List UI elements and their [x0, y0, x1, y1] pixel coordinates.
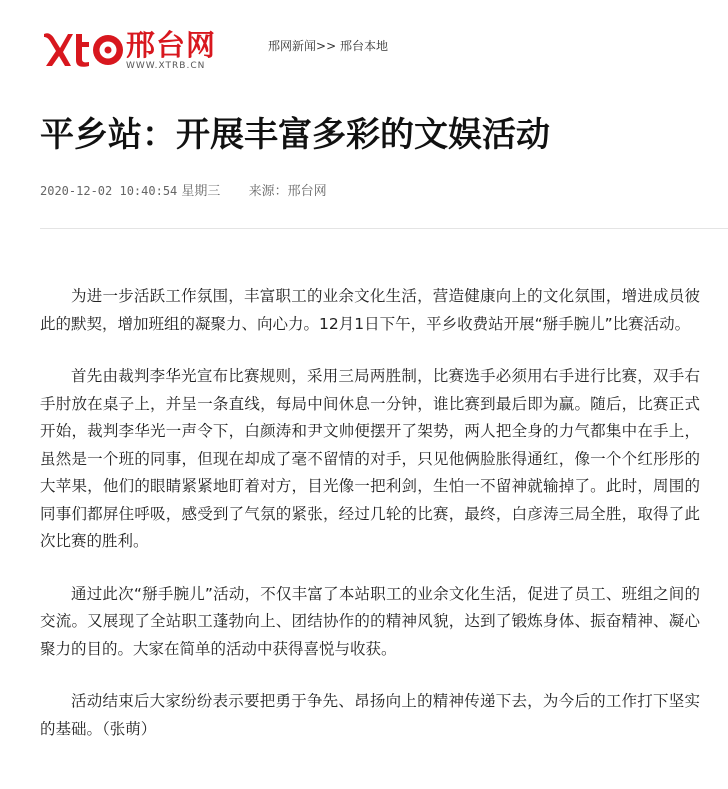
article-paragraph: 为进一步活跃工作氛围，丰富职工的业余文化生活，营造健康向上的文化氛围，增进成员彼此的默契，增加班组的凝聚力、向心力。12月1日下午，平乡收费站开展“掰手腕儿”比赛活动。 [40, 287, 700, 333]
site-logo-url: WWW.XTRB.CN [126, 61, 206, 71]
breadcrumb-item-local[interactable]: 邢台本地 [339, 39, 388, 53]
site-header [0, 0, 728, 90]
publish-date: 2020-12-02 10:40:54 [40, 184, 178, 198]
breadcrumb-item-news[interactable]: 邢网新闻 [268, 39, 317, 53]
xtrb-logo-mark-icon [40, 26, 130, 72]
site-logo[interactable] [40, 26, 220, 72]
article-title: 平乡站：开展丰富多彩的文娱活动 [40, 115, 550, 155]
article-meta [40, 182, 327, 201]
breadcrumb-separator: >> [316, 39, 337, 53]
publish-weekday: 星期三 [181, 184, 221, 199]
breadcrumb [268, 38, 388, 54]
article-paragraph: 活动结束后大家纷纷表示要把勇于争先、昂扬向上的精神传递下去，为今后的工作打下坚实的基础。（张萌） [40, 692, 700, 738]
title-divider [40, 228, 728, 229]
article-paragraph: 首先由裁判李华光宣布比赛规则，采用三局两胜制，比赛选手必须用右手进行比赛，双手右手肘放在桌子上，并呈一条直线，每局中间休息一分钟，谁比赛到最后即为赢。随后，比赛正式开始，裁判李华光一声令下，白颜涛和尹文帅便摆开了架势，两人把全身的力气都集中在手上，虽然是一个班的同事，但现在却成了毫不留情的对手，只见他俩脸胀得通红，像一个个红彤彤的大苹果，他们的眼睛紧紧地盯着对方，目光像一把利剑，生怕一不留神就输掉了。此时，周围的同事们都屏住呼吸，感受到了气氛的紧张，经过几轮的比赛，最终，白彦涛三局全胜，取得了此次比赛的胜利。 [40, 367, 700, 550]
article-body [40, 283, 700, 768]
site-logo-text: 邢台网 [126, 28, 217, 62]
article-paragraph: 通过此次“掰手腕儿”活动，不仅丰富了本站职工的业余文化生活，促进了员工、班组之间的交流。又展现了全站职工蓬勃向上、团结协作的的精神风貌，达到了锻炼身体、振奋精神、凝心聚力的目的。大家在简单的活动中获得喜悦与收获。 [40, 584, 700, 658]
article-source: 来源：邢台网 [248, 184, 327, 199]
